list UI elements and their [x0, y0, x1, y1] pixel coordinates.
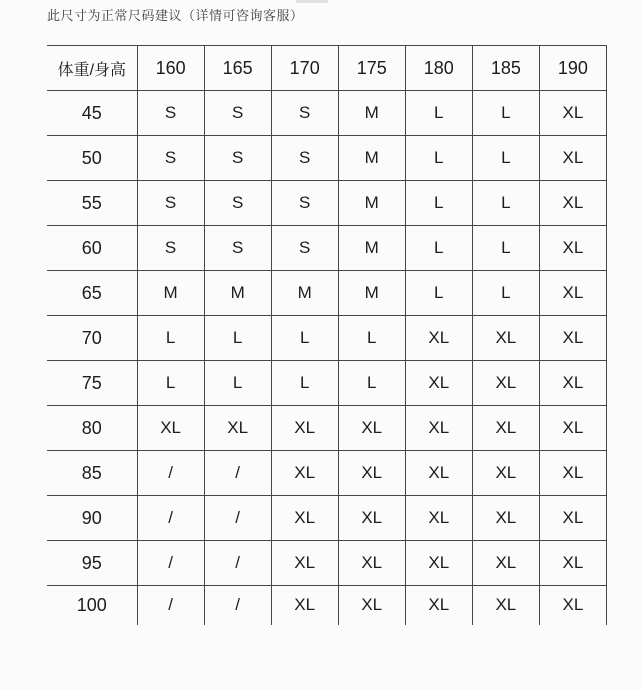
table-row	[47, 316, 607, 361]
size-cell: XL	[137, 406, 204, 451]
size-cell: XL	[405, 496, 472, 541]
size-cell: L	[271, 361, 338, 406]
table-row	[47, 586, 607, 625]
size-cell: XL	[338, 496, 405, 541]
column-header-height: 185	[472, 46, 539, 91]
size-cell: XL	[338, 451, 405, 496]
size-cell: L	[204, 361, 271, 406]
size-cell: L	[271, 316, 338, 361]
size-cell: XL	[472, 586, 539, 625]
size-cell: XL	[204, 406, 271, 451]
size-cell: XL	[539, 406, 606, 451]
row-header-weight: 70	[47, 316, 137, 361]
row-header-weight: 85	[47, 451, 137, 496]
size-note: 此尺寸为正常尺码建议（详情可咨询客服）	[47, 8, 304, 23]
size-cell: XL	[539, 586, 606, 625]
size-chart-table	[47, 45, 607, 625]
size-cell: S	[204, 226, 271, 271]
size-cell: XL	[539, 181, 606, 226]
row-header-weight: 95	[47, 541, 137, 586]
row-header-weight: 60	[47, 226, 137, 271]
size-cell: L	[338, 361, 405, 406]
size-cell: XL	[271, 496, 338, 541]
table-row	[47, 226, 607, 271]
size-cell: XL	[405, 451, 472, 496]
size-cell: XL	[539, 361, 606, 406]
size-cell: M	[338, 271, 405, 316]
size-cell: L	[472, 136, 539, 181]
column-header-height: 190	[539, 46, 606, 91]
size-cell: L	[338, 316, 405, 361]
size-cell: S	[137, 136, 204, 181]
size-cell: /	[204, 541, 271, 586]
size-cell: /	[137, 496, 204, 541]
size-cell: L	[137, 316, 204, 361]
row-header-weight: 75	[47, 361, 137, 406]
row-header-weight: 80	[47, 406, 137, 451]
table-row	[47, 361, 607, 406]
size-cell: XL	[405, 541, 472, 586]
top-edge-remnant	[296, 0, 328, 3]
size-cell: XL	[271, 541, 338, 586]
table-row	[47, 136, 607, 181]
size-cell: L	[472, 181, 539, 226]
size-cell: XL	[405, 316, 472, 361]
table-body	[47, 91, 607, 625]
size-cell: XL	[539, 496, 606, 541]
size-cell: XL	[539, 541, 606, 586]
size-cell: S	[271, 136, 338, 181]
size-cell: XL	[338, 406, 405, 451]
size-cell: /	[137, 586, 204, 625]
size-cell: XL	[472, 316, 539, 361]
size-cell: XL	[405, 406, 472, 451]
size-cell: S	[204, 136, 271, 181]
row-header-weight: 65	[47, 271, 137, 316]
size-cell: XL	[472, 541, 539, 586]
row-header-weight: 55	[47, 181, 137, 226]
size-cell: L	[405, 136, 472, 181]
size-cell: M	[338, 91, 405, 136]
size-cell: /	[137, 541, 204, 586]
size-cell: /	[204, 451, 271, 496]
table-row	[47, 451, 607, 496]
size-cell: L	[472, 226, 539, 271]
size-cell: L	[472, 91, 539, 136]
size-cell: XL	[472, 496, 539, 541]
size-cell: L	[405, 181, 472, 226]
size-cell: XL	[472, 361, 539, 406]
size-cell: S	[271, 91, 338, 136]
table-row	[47, 496, 607, 541]
table-row	[47, 406, 607, 451]
size-cell: M	[204, 271, 271, 316]
size-cell: XL	[405, 586, 472, 625]
size-cell: L	[472, 271, 539, 316]
size-cell: XL	[271, 451, 338, 496]
size-cell: S	[137, 91, 204, 136]
size-cell: /	[204, 496, 271, 541]
size-cell: XL	[338, 586, 405, 625]
row-header-weight: 90	[47, 496, 137, 541]
size-cell: XL	[539, 316, 606, 361]
size-cell: M	[338, 136, 405, 181]
table-row	[47, 541, 607, 586]
size-cell: M	[137, 271, 204, 316]
size-cell: L	[405, 91, 472, 136]
corner-header-weight-height: 体重/身高	[47, 46, 137, 91]
size-cell: S	[204, 91, 271, 136]
size-cell: XL	[271, 406, 338, 451]
table-header	[47, 46, 607, 91]
table-row	[47, 91, 607, 136]
size-cell: XL	[271, 586, 338, 625]
table-row	[47, 271, 607, 316]
size-cell: XL	[539, 451, 606, 496]
size-cell: S	[271, 226, 338, 271]
column-header-height: 160	[137, 46, 204, 91]
size-cell: XL	[472, 451, 539, 496]
size-cell: M	[338, 181, 405, 226]
size-cell: XL	[539, 226, 606, 271]
size-cell: XL	[472, 406, 539, 451]
column-header-height: 165	[204, 46, 271, 91]
size-cell: M	[338, 226, 405, 271]
size-cell: S	[271, 181, 338, 226]
size-cell: S	[137, 181, 204, 226]
header-row	[47, 46, 607, 91]
column-header-height: 180	[405, 46, 472, 91]
size-cell: L	[405, 271, 472, 316]
size-cell: XL	[539, 136, 606, 181]
size-cell: S	[137, 226, 204, 271]
size-cell: S	[204, 181, 271, 226]
size-cell: L	[137, 361, 204, 406]
size-cell: L	[405, 226, 472, 271]
size-cell: XL	[539, 271, 606, 316]
row-header-weight: 50	[47, 136, 137, 181]
size-cell: /	[204, 586, 271, 625]
table-row	[47, 181, 607, 226]
size-cell: /	[137, 451, 204, 496]
size-cell: M	[271, 271, 338, 316]
row-header-weight: 100	[47, 586, 137, 625]
column-header-height: 170	[271, 46, 338, 91]
size-cell: L	[204, 316, 271, 361]
size-cell: XL	[405, 361, 472, 406]
column-header-height: 175	[338, 46, 405, 91]
row-header-weight: 45	[47, 91, 137, 136]
size-cell: XL	[539, 91, 606, 136]
size-cell: XL	[338, 541, 405, 586]
